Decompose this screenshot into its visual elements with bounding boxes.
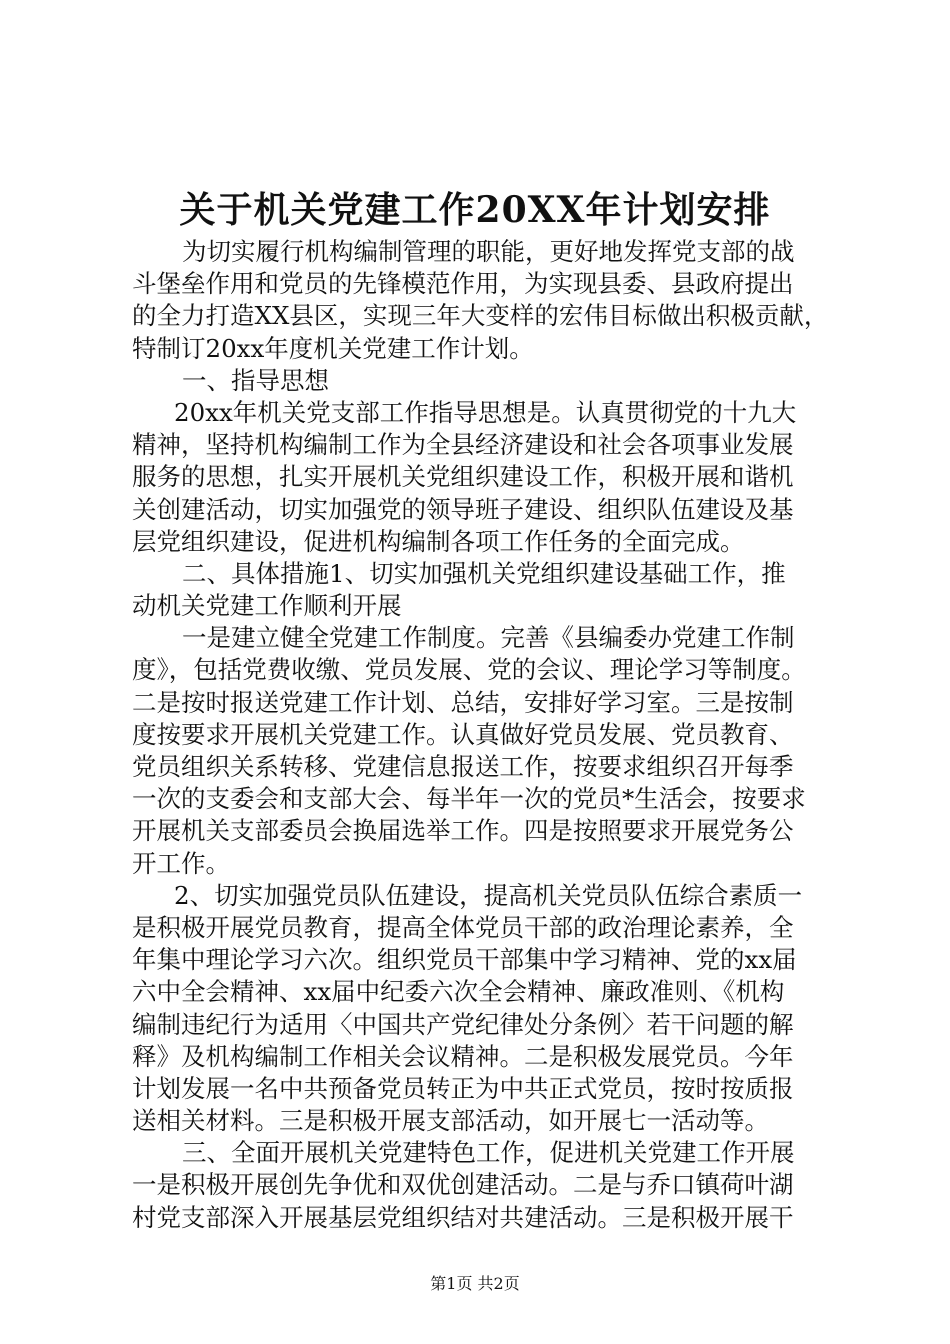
paragraph-line: 开工作。 [132, 848, 230, 878]
paragraph-line: 精神，坚持机构编制工作为全县经济建设和社会各项事业发展 [132, 430, 794, 460]
document-body [132, 236, 832, 1234]
section-heading: 一、指导思想 [182, 365, 329, 395]
paragraph-line: 村党支部深入开展基层党组织结对共建活动。三是积极开展干 [132, 1202, 794, 1232]
paragraph-line: 党员组织关系转移、党建信息报送工作，按要求组织召开每季 [132, 752, 794, 781]
paragraph-line: 是积极开展党员教育，提高全体党员干部的政治理论素养，全 [132, 912, 794, 942]
paragraph-line: 一次的支委会和支部大会、每半年一次的党员*生活会，按要求 [132, 784, 806, 814]
paragraph-line: 开展机关支部委员会换届选举工作。四是按照要求开展党务公 [132, 816, 794, 846]
paragraph-line: 关创建活动，切实加强党的领导班子建设、组织队伍建设及基 [132, 494, 794, 524]
paragraph-line: 2、切实加强党员队伍建设，提高机关党员队伍综合素质一 [174, 880, 803, 910]
paragraph-line: 一是积极开展创先争优和双优创建活动。二是与乔口镇荷叶湖 [132, 1170, 794, 1200]
section-heading: 三、全面开展机关党建特色工作，促进机关党建工作开展 [182, 1138, 795, 1168]
paragraph-line: 一是建立健全党建工作制度。完善《县编委办党建工作制 [182, 623, 795, 653]
paragraph-line: 动机关党建工作顺利开展 [132, 591, 402, 621]
page-number-footer: 第1页 共2页 [430, 1274, 520, 1293]
paragraph-line: 年集中理论学习六次。组织党员干部集中学习精神、党的xx届 [132, 945, 797, 975]
document-title: 关于机关党建工作20XX年计划安排 [179, 189, 771, 231]
paragraph-line: 计划发展一名中共预备党员转正为中共正式党员，按时按质报 [132, 1073, 794, 1103]
paragraph-line: 斗堡垒作用和党员的先锋模范作用，为实现县委、县政府提出 [132, 269, 794, 299]
paragraph-line: 送相关材料。三是积极开展支部活动，如开展七一活动等。 [132, 1106, 769, 1136]
paragraph-line: 20xx年机关党支部工作指导思想是。认真贯彻党的十九大 [174, 397, 797, 427]
section-heading: 二、具体措施1、切实加强机关党组织建设基础工作，推 [182, 558, 786, 588]
paragraph-line: 服务的思想，扎实开展机关党组织建设工作，积极开展和谐机 [132, 462, 794, 492]
paragraph-line: 度》，包括党费收缴、党员发展、党的会议、理论学习等制度。 [132, 655, 806, 685]
paragraph-line: 编制违纪行为适用〈中国共产党纪律处分条例〉若干问题的解 [132, 1009, 794, 1039]
paragraph-line: 六中全会精神、xx届中纪委六次全会精神、廉政准则、《机构 [132, 977, 785, 1007]
paragraph-line: 释》及机构编制工作相关会议精神。二是积极发展党员。今年 [132, 1041, 794, 1071]
paragraph-line: 的全力打造XX县区，实现三年大变样的宏伟目标做出积极贡献， [132, 301, 829, 331]
paragraph-line: 特制订20xx年度机关党建工作计划。 [132, 333, 534, 363]
paragraph-line: 二是按时报送党建工作计划、总结，安排好学习室。三是按制 [132, 687, 794, 717]
paragraph-line: 为切实履行机构编制管理的职能，更好地发挥党支部的战 [182, 237, 795, 266]
paragraph-line: 度按要求开展机关党建工作。认真做好党员发展、党员教育、 [132, 719, 794, 749]
paragraph-line: 层党组织建设，促进机构编制各项工作任务的全面完成。 [132, 526, 745, 556]
